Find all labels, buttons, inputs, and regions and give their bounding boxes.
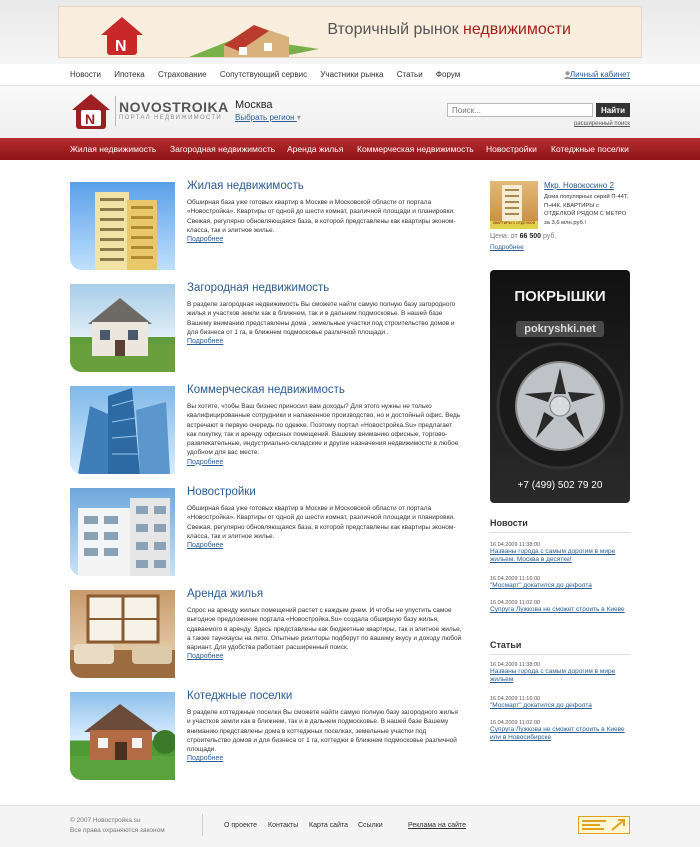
footer-link[interactable]: О проекте xyxy=(224,822,258,829)
category-desc-text: Обширная база уже готовых квартир в Москве и Московской области от портала «Новостройка». Квартиры от одной до шести комнат, различной площади и планировки. Свежая, регулярно обновляющаяся база, в которой представлены как квартиры эконом-класса, так и элитное жилье. xyxy=(187,505,456,540)
top-banner[interactable] xyxy=(58,6,642,58)
news-link[interactable]: Супруга Лужкова не сможет строить в Киеве xyxy=(490,606,625,613)
news-heading: Новости xyxy=(490,518,528,528)
chevron-down-icon: ▾ xyxy=(296,113,301,122)
ad-site: pokryshki.net xyxy=(516,321,604,337)
more-link[interactable]: Подробнее xyxy=(187,458,224,466)
logo-subtitle: ПОРТАЛ НЕДВИЖИМОСТИ xyxy=(119,115,222,121)
category-desc-text: Вы хотите, чтобы Ваш бизнес приносил вам доходы? Для этого нужны не только квалифицированные сотрудники и налаженное производство, но и достойный офис. Ведь встречают в первую очередь по одежке. Поэтому портал «Новостройка.Su» предлагает как покупку, так и аренду офисных помещений. Вашему вниманию офисные, торгово-развлекательные, индустриально-складские и другие назначения недвижимости в любое удобном для вас месте. xyxy=(187,403,461,457)
news-date: 16.04.2009 11:02:00 xyxy=(490,600,541,606)
ad-title: ПОКРЫШКИ xyxy=(514,288,606,305)
more-link[interactable]: Подробнее xyxy=(187,653,224,661)
choose-region-label: Выбрать регион xyxy=(235,113,295,122)
main-nav-item[interactable]: Загородная недвижимость xyxy=(170,144,276,154)
main-nav-item[interactable]: Жилая недвижимость xyxy=(70,144,157,154)
category-title[interactable]: Коммерческая недвижимость xyxy=(187,384,345,396)
news-date: 16.04.2009 11:38:00 xyxy=(490,542,541,548)
category-image[interactable] xyxy=(70,386,175,474)
banner-house-icon xyxy=(179,7,329,58)
article-item xyxy=(490,662,630,684)
choose-region-link[interactable] xyxy=(235,113,301,122)
top-nav-item[interactable]: Страхование xyxy=(157,70,207,79)
category-title[interactable]: Новостройки xyxy=(187,486,256,498)
more-link[interactable]: Подробнее xyxy=(187,338,224,346)
main-nav xyxy=(0,138,700,160)
price-unit: руб. xyxy=(541,233,557,240)
top-nav xyxy=(0,64,700,86)
top-nav-item[interactable]: Новости xyxy=(70,70,101,79)
promo-more-link[interactable]: Подробнее xyxy=(490,244,524,251)
category-image[interactable] xyxy=(70,284,175,372)
top-nav-item[interactable]: Ипотека xyxy=(114,70,145,79)
footer-link[interactable]: Ссылки xyxy=(358,822,383,829)
promo-title[interactable]: Мкр. Новокосино 2 xyxy=(544,181,614,190)
wheel-icon xyxy=(490,336,630,476)
category-desc-text: Спрос на аренду жилых помещений растет с каждым днем. И чтобы не упустить самое выгодное предложение портала «Новостройка.Su» создала обширную базу жилья, сдаваемого в аренду. Здесь представлены как бюджетные квартиры, так и элитное жилье, а также таунхаусы на лето. Опытные риэлторы подберут по вашему вкусу и доходу любой вариант. Для удобства работает расширенный поиск. xyxy=(187,607,462,652)
advanced-search-link[interactable]: расширенный поиск xyxy=(573,121,630,127)
search-input[interactable] xyxy=(447,103,593,117)
news-link[interactable]: "Мосмарт" докатился до дефолта xyxy=(490,582,592,589)
category-desc-text: Обширная база уже готовых квартир в Москве и Московской области от портала «Новостройка». Квартиры от одной до шести комнат, различной площади и планировки. Свежая, регулярно обновляющаяся база, в которой представлены как квартиры эконом-класса, так и элитное жилье. xyxy=(187,199,456,234)
tire-ad[interactable] xyxy=(490,270,630,503)
category-desc xyxy=(187,504,462,550)
top-nav-item[interactable]: Сопутствующий сервис xyxy=(219,70,308,79)
category-desc xyxy=(187,300,462,346)
articles-divider xyxy=(490,654,630,655)
promo-image-label: КВАРТИРЫ С ОТДЕЛКОЙ xyxy=(492,221,536,225)
apartment-building-icon xyxy=(70,488,175,576)
logo-name: NOVOSTROIKA xyxy=(119,99,229,115)
office-building-icon xyxy=(70,386,175,474)
top-nav-item[interactable]: Форум xyxy=(435,70,461,79)
price-label: Цена: от xyxy=(490,233,520,240)
category-desc-text: В разделе загородная недвижимость Вы сможете найти самую полную базу загородного жилья и участков земли как в ближнем, так и в дальнем подмосковье. В нашей базе Вашему вниманию представлены дома , земельные участки под строительство домов и для бизнеса от 1 га, в ближнем подмосковье различной площади . xyxy=(187,301,456,336)
main-nav-item[interactable]: Коммерческая недвижимость xyxy=(357,144,474,154)
footer xyxy=(0,805,700,847)
news-link[interactable]: Названы города с самым дорогим в мире жильем. Москва в десятке! xyxy=(490,548,616,563)
article-item xyxy=(490,720,630,742)
more-link[interactable]: Подробнее xyxy=(187,755,224,763)
articles-heading: Статьи xyxy=(490,640,522,650)
copyright-line: © 2007 Новостройка.su xyxy=(70,817,141,824)
category-title[interactable]: Аренда жилья xyxy=(187,588,264,600)
price-value: 66 500 xyxy=(519,233,542,240)
news-item xyxy=(490,600,630,614)
article-date: 16.04.2009 11:16:00 xyxy=(490,696,541,702)
footer-link[interactable]: Контакты xyxy=(268,822,299,829)
category-image[interactable] xyxy=(70,692,175,780)
search-button[interactable]: Найти xyxy=(596,103,630,117)
promo-price xyxy=(490,233,556,240)
promo-desc: Дома популярных серий П-44Т, П-44К. КВАРТИРЫ с ОТДЕЛКОЙ РЯДОМ С МЕТРО за 3,6 млн.руб.! xyxy=(544,194,629,226)
article-link[interactable]: "Мосмарт" докатился до дефолта xyxy=(490,702,592,709)
category-desc xyxy=(187,606,462,662)
banner-text: Вторичный рынок недвижимости xyxy=(327,21,571,38)
news-item xyxy=(490,542,630,564)
house-icon xyxy=(70,284,175,372)
advertising-link[interactable]: Реклама на сайте xyxy=(408,822,467,829)
more-link[interactable]: Подробнее xyxy=(187,542,224,550)
category-desc xyxy=(187,198,462,244)
news-date: 16.04.2009 11:16:00 xyxy=(490,576,541,582)
personal-cabinet-link[interactable]: Личный кабинет xyxy=(569,70,630,79)
category-desc-text: В разделе коттеджные поселки Вы сможете найти самую полную базу загородного жилья и участков земли как в ближнем, так и в дальнем подмосковье. В нашей базе Вашему вниманию представлены дома в коттеджных поселках, земельные участки под строительство домов и для бизнеса от 1 га, коттеджи в ближнем подмосковье различной площади. xyxy=(187,709,458,754)
news-divider xyxy=(490,532,630,533)
interior-icon xyxy=(70,590,175,678)
footer-divider xyxy=(202,814,203,836)
main-nav-item[interactable]: Котеджные поселки xyxy=(551,144,629,154)
article-item xyxy=(490,696,630,710)
current-city: Москва xyxy=(235,99,273,111)
ad-phone: +7 (499) 502 79 20 xyxy=(517,480,603,491)
top-nav-item[interactable]: Статьи xyxy=(396,70,423,79)
counter-icon[interactable] xyxy=(578,816,630,834)
main-nav-item[interactable]: Новостройки xyxy=(486,144,537,154)
cottage-icon xyxy=(70,692,175,780)
main-nav-item[interactable]: Аренда жилья xyxy=(287,144,344,154)
footer-link[interactable]: Карта сайта xyxy=(309,822,348,829)
article-date: 16.04.2009 11:38:00 xyxy=(490,662,541,668)
category-image[interactable] xyxy=(70,590,175,678)
svg-text:N: N xyxy=(115,38,127,55)
category-image[interactable] xyxy=(70,488,175,576)
article-link[interactable]: Супруга Лужкова не сможет строить в Киеве или в Новосибирске xyxy=(490,726,625,741)
category-title[interactable]: Жилая недвижимость xyxy=(187,180,304,192)
promo-image[interactable] xyxy=(490,181,538,229)
category-title[interactable]: Загородная недвижимость xyxy=(187,282,330,294)
category-desc xyxy=(187,402,462,467)
copyright xyxy=(70,816,165,836)
category-desc xyxy=(187,708,462,764)
category-image[interactable] xyxy=(70,182,175,270)
article-link[interactable]: Названы города с самым дорогим в мире жильем xyxy=(490,668,616,683)
article-date: 16.04.2009 11:02:00 xyxy=(490,720,541,726)
more-link[interactable]: Подробнее xyxy=(187,236,224,244)
svg-text:N: N xyxy=(85,111,96,127)
logo-icon[interactable] xyxy=(70,92,112,130)
news-item xyxy=(490,576,630,590)
banner-logo-icon xyxy=(79,7,169,58)
category-title[interactable]: Котеджные поселки xyxy=(187,690,293,702)
top-nav-item[interactable]: Участники рынка xyxy=(320,70,384,79)
building-icon xyxy=(70,182,175,270)
rights-line: Все права охраняются законом xyxy=(70,827,165,834)
logo-divider xyxy=(115,96,116,126)
